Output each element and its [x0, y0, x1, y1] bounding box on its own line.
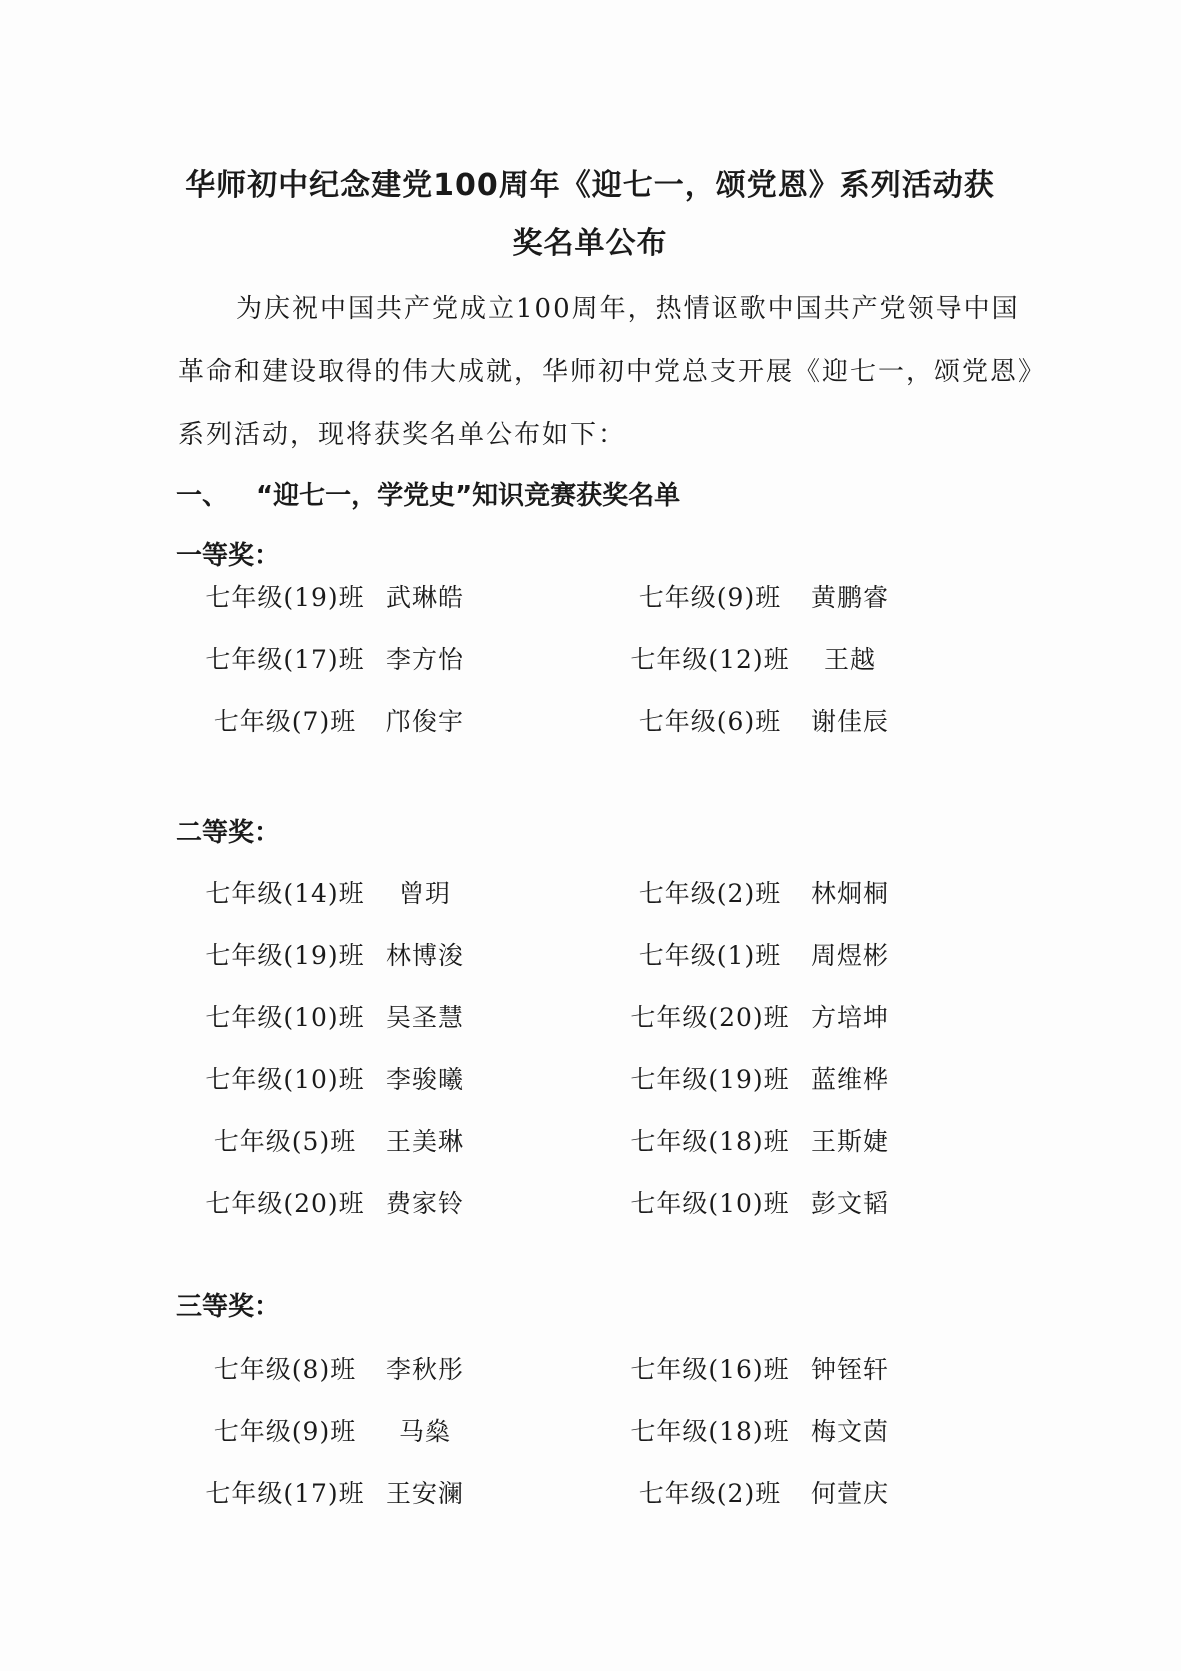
first-prize-right-entry-2 [625, 640, 905, 676]
class-label: 七年级(10)班 [205, 1065, 365, 1094]
student-name: 王斯婕 [810, 1127, 889, 1156]
second-prize-heading: 二等奖： [176, 818, 281, 848]
second-prize-left-entry-3 [200, 998, 480, 1034]
student-name: 吴圣慧 [385, 1003, 464, 1032]
class-label: 七年级(14)班 [205, 879, 365, 908]
intro-paragraph-line1: 为庆祝中国共产党成立100周年，热情讴歌中国共产党领导中国 [236, 294, 1020, 324]
class-label: 七年级(18)班 [630, 1417, 790, 1446]
class-label: 七年级(2)班 [638, 879, 782, 908]
second-prize-right-entry-3 [625, 998, 905, 1034]
student-name: 彭文韬 [810, 1189, 889, 1218]
class-label: 七年级(7)班 [213, 707, 357, 736]
second-prize-right-entry-6 [625, 1184, 905, 1220]
class-label: 七年级(2)班 [638, 1479, 782, 1508]
student-name: 梅文茵 [810, 1417, 889, 1446]
class-label: 七年级(8)班 [213, 1355, 357, 1384]
student-name: 蓝维桦 [810, 1065, 889, 1094]
class-label: 七年级(17)班 [205, 1479, 365, 1508]
document-title-line2: 奖名单公布 [512, 226, 668, 261]
second-prize-left-entry-1 [200, 874, 480, 910]
second-prize-left-entry-5 [200, 1122, 480, 1158]
first-prize-right-entry-3 [625, 702, 905, 738]
class-label: 七年级(5)班 [213, 1127, 357, 1156]
class-label: 七年级(19)班 [630, 1065, 790, 1094]
class-label: 七年级(6)班 [638, 707, 782, 736]
student-name: 周煜彬 [810, 941, 889, 970]
intro-paragraph-line2: 革命和建设取得的伟大成就，华师初中党总支开展《迎七一，颂党恩》 [178, 357, 1047, 387]
student-name: 王美琳 [385, 1127, 464, 1156]
student-name: 李骏曦 [385, 1065, 464, 1094]
student-name: 邝俊宇 [385, 707, 464, 736]
third-prize-right-entry-3 [625, 1474, 905, 1510]
first-prize-left-entry-3 [200, 702, 480, 738]
class-label: 七年级(18)班 [630, 1127, 790, 1156]
class-label: 七年级(9)班 [213, 1417, 357, 1446]
section-heading [176, 475, 680, 512]
class-label: 七年级(20)班 [205, 1189, 365, 1218]
student-name: 林博浚 [385, 941, 464, 970]
first-prize-left-entry-1 [200, 578, 480, 614]
student-name: 武琳皓 [385, 583, 464, 612]
student-name: 李方怡 [385, 645, 464, 674]
student-name: 何萱庆 [810, 1479, 889, 1508]
class-label: 七年级(12)班 [630, 645, 790, 674]
student-name: 李秋彤 [385, 1355, 464, 1384]
second-prize-right-entry-5 [625, 1122, 905, 1158]
student-name: 曾玥 [398, 879, 451, 908]
first-prize-left-entry-2 [200, 640, 480, 676]
class-label: 七年级(20)班 [630, 1003, 790, 1032]
first-prize-right-entry-1 [625, 578, 905, 614]
second-prize-right-entry-1 [625, 874, 905, 910]
third-prize-left-entry-1 [200, 1350, 480, 1386]
section-number: 一、 [176, 481, 229, 511]
intro-paragraph-line3: 系列活动，现将获奖名单公布如下： [178, 420, 627, 450]
student-name: 钟铚轩 [810, 1355, 889, 1384]
third-prize-heading: 三等奖： [176, 1292, 281, 1322]
section-title: “迎七一，学党史”知识竞赛获奖名单 [256, 481, 681, 511]
student-name: 费家铃 [385, 1189, 464, 1218]
third-prize-left-entry-3 [200, 1474, 480, 1510]
class-label: 七年级(16)班 [630, 1355, 790, 1384]
student-name: 黄鹏睿 [810, 583, 889, 612]
document-title-line1: 华师初中纪念建党100周年《迎七一，颂党恩》系列活动获 [185, 168, 995, 203]
student-name: 方培坤 [810, 1003, 889, 1032]
class-label: 七年级(17)班 [205, 645, 365, 674]
class-label: 七年级(9)班 [638, 583, 782, 612]
third-prize-right-entry-1 [625, 1350, 905, 1386]
second-prize-left-entry-6 [200, 1184, 480, 1220]
student-name: 林炯桐 [810, 879, 889, 908]
third-prize-left-entry-2 [200, 1412, 480, 1448]
student-name: 王越 [823, 645, 876, 674]
class-label: 七年级(10)班 [630, 1189, 790, 1218]
class-label: 七年级(19)班 [205, 941, 365, 970]
first-prize-heading: 一等奖： [176, 541, 281, 571]
second-prize-left-entry-2 [200, 936, 480, 972]
student-name: 王安澜 [385, 1479, 464, 1508]
class-label: 七年级(10)班 [205, 1003, 365, 1032]
second-prize-right-entry-2 [625, 936, 905, 972]
class-label: 七年级(1)班 [638, 941, 782, 970]
student-name: 谢佳辰 [810, 707, 889, 736]
second-prize-right-entry-4 [625, 1060, 905, 1096]
student-name: 马燊 [398, 1417, 451, 1446]
second-prize-left-entry-4 [200, 1060, 480, 1096]
third-prize-right-entry-2 [625, 1412, 905, 1448]
class-label: 七年级(19)班 [205, 583, 365, 612]
